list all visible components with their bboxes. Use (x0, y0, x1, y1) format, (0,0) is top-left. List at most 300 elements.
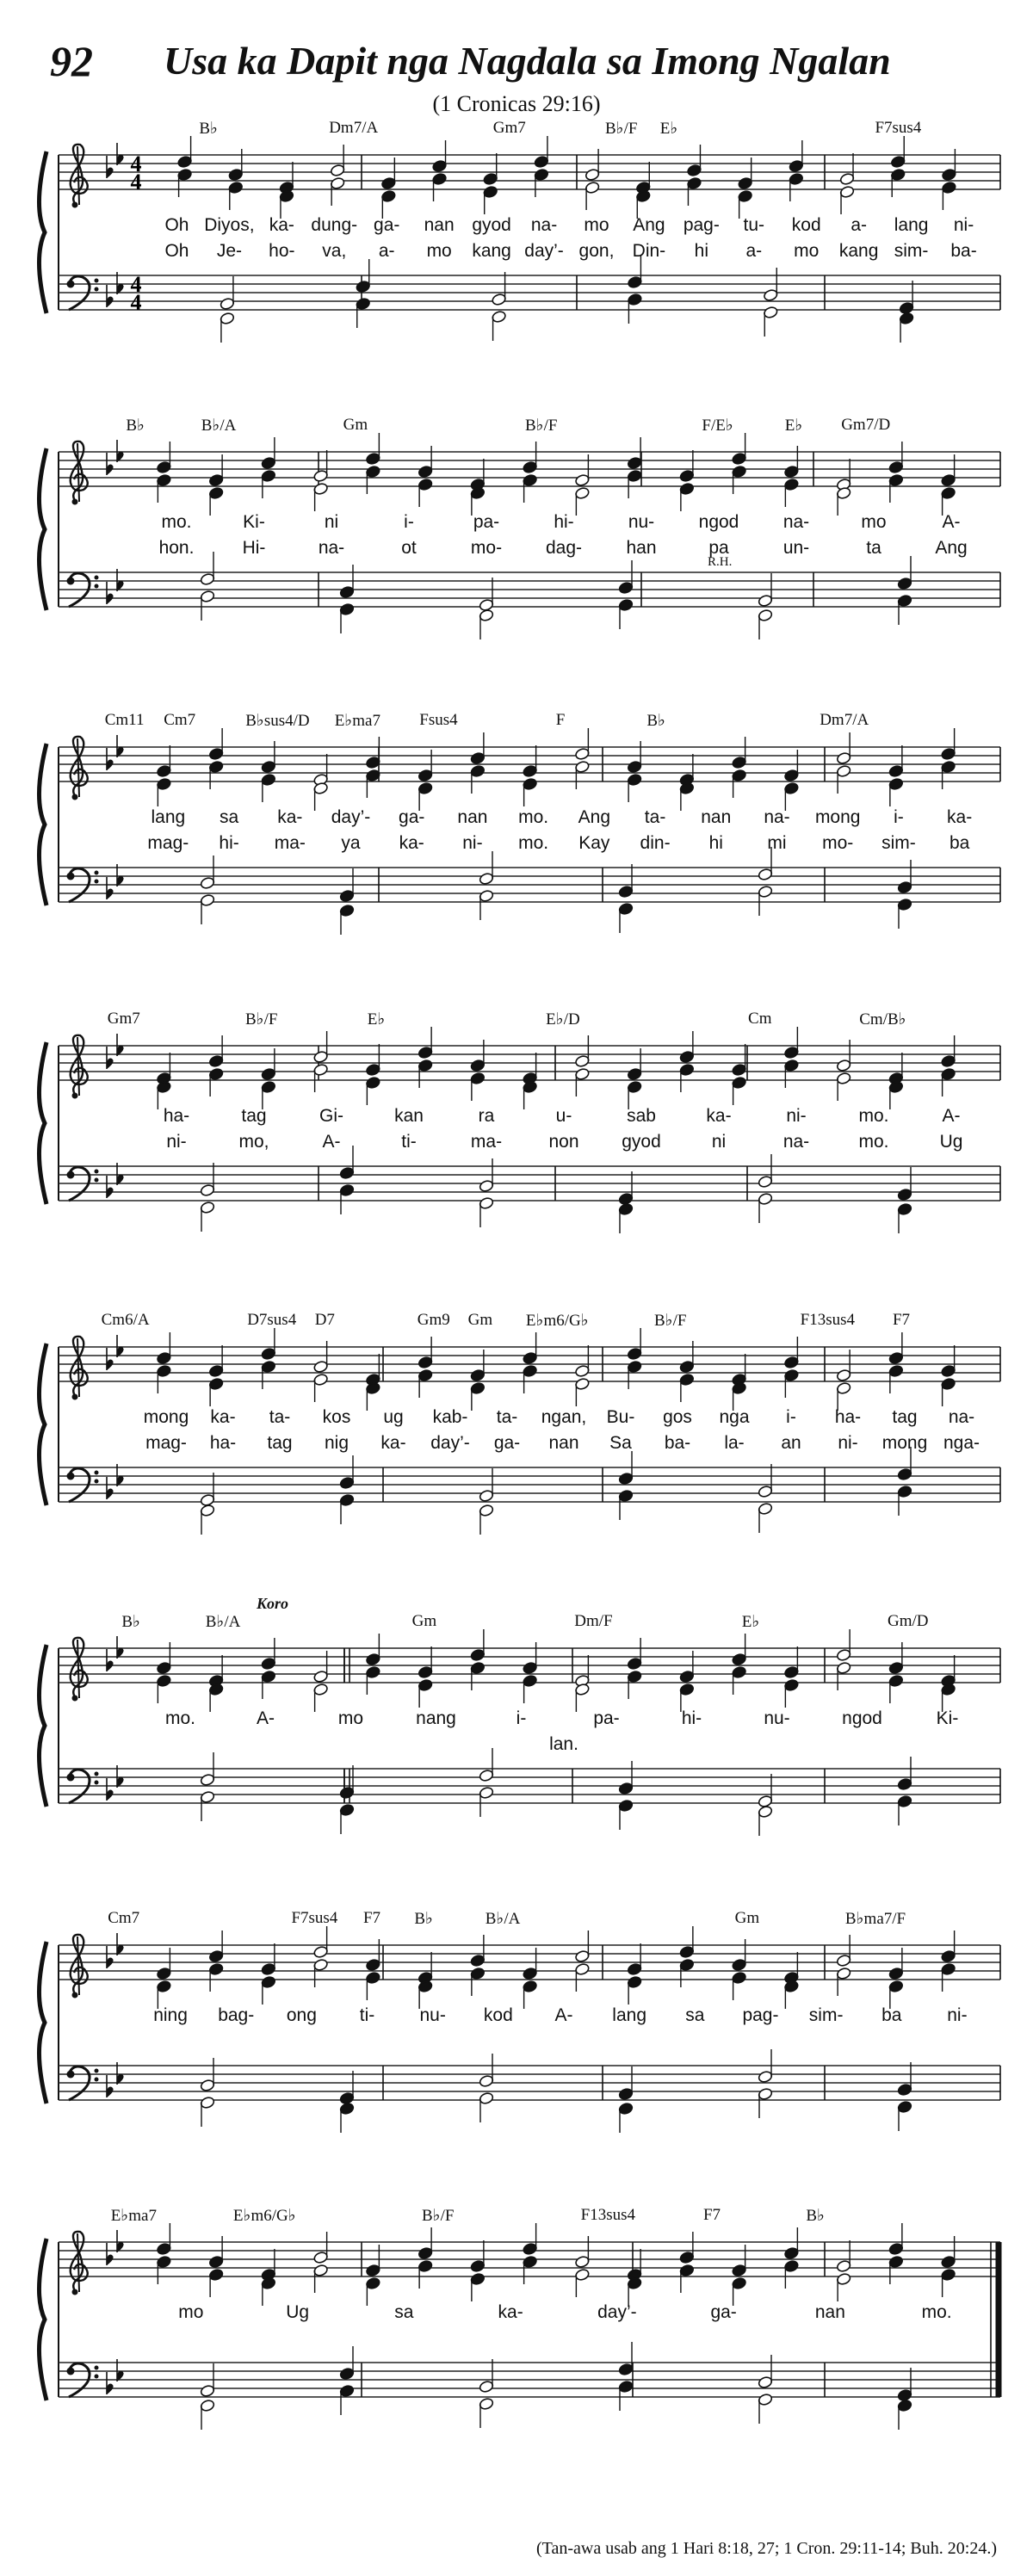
chorus-marking: Koro (257, 1595, 289, 1612)
note-head (200, 572, 215, 585)
brace-icon (39, 2239, 46, 2400)
chord-symbol: Dm7/A (329, 119, 379, 137)
lyric-verse-2: Kay (578, 833, 610, 853)
lyric-verse-1: sa (685, 2005, 705, 2025)
note-head (783, 1356, 799, 1368)
lyric-verse-1: ka- (498, 2302, 523, 2322)
note-head (899, 301, 914, 314)
note-head (888, 1967, 904, 1980)
lyric-verse-1: ga- (710, 2302, 737, 2322)
lyric-verse-1: nang (416, 1708, 456, 1728)
treble-clef-icon (71, 1935, 88, 1998)
note-head (941, 168, 956, 181)
chord-symbol: B♭ (121, 1613, 140, 1631)
lyric-verse-1: i- (404, 512, 414, 532)
note-head (523, 460, 538, 473)
chord-symbol: B♭ (199, 120, 218, 138)
lyric-verse-2: hon. (158, 538, 195, 558)
music-system (0, 103, 1033, 379)
note-head (618, 2363, 634, 2375)
note-head (897, 2388, 912, 2401)
lyric-verse-1: tag (241, 1106, 267, 1126)
chord-symbol: Gm9 (417, 1311, 450, 1329)
lyric-verse-1: nu- (419, 2005, 446, 2025)
lyric-verse-2: ba- (664, 1433, 691, 1453)
lyric-verse-2: ot (401, 538, 417, 558)
chord-symbol: E♭/D (546, 1010, 580, 1029)
treble-clef-icon (71, 737, 88, 800)
chord-symbol: B♭/F (525, 417, 558, 435)
treble-clef-icon (71, 2232, 88, 2295)
staff-graphics (0, 1597, 1033, 1872)
lyric-verse-1: Diyos, (204, 215, 255, 235)
lyric-verse-1: Oh (164, 215, 189, 235)
treble-notes (156, 1328, 956, 1411)
lyric-verse-2: ni (711, 1132, 727, 1152)
lyric-verse-1: na- (948, 1407, 975, 1427)
chord-symbol: E♭ (784, 417, 803, 435)
note-head (763, 288, 778, 301)
lyric-verse-2: Sa (609, 1433, 632, 1453)
lyric-verse-1: hi- (681, 1708, 702, 1728)
lyric-verse-2: gyod (622, 1132, 661, 1152)
bass-notes (200, 1748, 912, 1836)
chord-symbol: Cm/B♭ (859, 1010, 906, 1029)
lyric-verse-2: na- (318, 538, 345, 558)
note-head (888, 2242, 904, 2255)
bass-notes (200, 1146, 912, 1233)
chord-symbol: B♭sus4/D (245, 712, 310, 730)
chord-symbol: F13sus4 (800, 1311, 856, 1329)
note-head (339, 889, 355, 902)
note-head (888, 764, 904, 777)
note-head (888, 460, 904, 473)
note-head (732, 1063, 747, 1076)
lyric-verse-2: Oh (164, 241, 189, 261)
lyric-verse-2: ta (866, 538, 881, 558)
note-head (313, 2251, 329, 2264)
lyric-verse-1: ti- (359, 2005, 375, 2025)
lyric-verse-1: ka- (277, 807, 303, 827)
lyric-verse-2: an (781, 1433, 801, 1453)
time-signature-treble (131, 151, 142, 195)
note-head (783, 2246, 799, 2259)
treble-notes (156, 1926, 956, 2009)
note-head (208, 747, 224, 760)
note-head (627, 456, 642, 469)
treble-notes (156, 2223, 956, 2306)
svg-text:4: 4 (130, 151, 142, 176)
scripture-footnote: (Tan-awa usab ang 1 Hari 8:18, 27; 1 Cron. 29:11-14; Buh. 20:24.) (536, 2539, 997, 2558)
music-system (0, 1597, 1033, 1872)
note-head (470, 751, 486, 764)
note-head (941, 473, 956, 486)
lyric-verse-1: lang (894, 215, 929, 235)
key-signature-icon (107, 1636, 124, 1671)
note-head (574, 473, 590, 486)
note-head (941, 1364, 956, 1377)
lyric-verse-1: na- (530, 215, 558, 235)
note-head (313, 1670, 329, 1683)
lyric-verse-1: A- (942, 512, 961, 532)
brace-icon (39, 448, 46, 610)
chord-symbol: B♭ (414, 1910, 433, 1928)
lyric-verse-1: sim- (808, 2005, 844, 2025)
note-head (418, 1665, 433, 1678)
lyric-verse-2: gon, (578, 241, 615, 261)
note-head (941, 1054, 956, 1067)
lyric-verse-1: lang (151, 807, 186, 827)
lyric-verse-2: sim- (881, 833, 916, 853)
chord-symbol: F7 (892, 1311, 911, 1329)
key-signature-icon (107, 272, 124, 307)
chord-symbol: E♭ (367, 1010, 386, 1029)
note-head (888, 1351, 904, 1364)
chord-symbol: E♭m6/G♭ (232, 2207, 296, 2225)
note-head (156, 1351, 171, 1364)
lyric-verse-1: a- (851, 215, 867, 235)
lyric-verse-2: a- (378, 241, 395, 261)
brace-icon (39, 151, 46, 313)
note-head (574, 747, 590, 760)
note-head (156, 1967, 171, 1980)
chord-symbol: F (555, 711, 566, 729)
note-head (836, 2259, 851, 2272)
note-head (890, 155, 906, 168)
lyric-verse-2: ma- (274, 833, 306, 853)
lyric-verse-1: ta- (644, 807, 666, 827)
note-head (574, 1054, 590, 1067)
lyric-verse-2: non (548, 1132, 579, 1152)
lyric-verse-1: tu- (743, 215, 765, 235)
note-head (479, 1769, 494, 1782)
chord-symbol: B♭ (646, 712, 665, 730)
note-head (836, 1954, 851, 1967)
lyric-verse-1: mo (584, 215, 609, 235)
lyric-verse-1: ni (324, 512, 339, 532)
lyric-verse-2: sim- (894, 241, 929, 261)
note-head (738, 176, 753, 189)
note-head (208, 2255, 224, 2268)
lyric-verse-1: day’- (597, 2302, 637, 2322)
music-system (0, 400, 1033, 676)
lyric-verse-2: na- (782, 1132, 810, 1152)
chord-symbol: B♭ (806, 2207, 825, 2225)
note-head (208, 1949, 224, 1962)
note-head (783, 1665, 799, 1678)
lyric-verse-2: ga- (493, 1433, 521, 1453)
lyric-verse-2: mag- (147, 833, 189, 853)
note-head (470, 2259, 486, 2272)
lyric-verse-1: Ki- (243, 512, 265, 532)
chord-symbol: Cm11 (104, 711, 145, 729)
bass-notes (200, 2342, 912, 2430)
chord-symbol: E♭ (741, 1613, 760, 1631)
note-head (479, 2380, 494, 2393)
lyric-verse-2: Hi- (242, 538, 266, 558)
note-head (679, 1050, 695, 1063)
lyric-verse-2: ni- (838, 1433, 858, 1453)
note-head (200, 876, 215, 889)
lyric-verse-1: mong (143, 1407, 189, 1427)
treble-notes (156, 1027, 956, 1109)
note-head (418, 1356, 433, 1368)
music-system (0, 695, 1033, 971)
note-head (836, 751, 851, 764)
note-head (365, 2264, 380, 2276)
lyric-verse-2: ya (341, 833, 361, 853)
lyric-verse-2: lan. (549, 1734, 578, 1754)
note-head (313, 469, 329, 482)
chord-symbol: Cm (748, 1010, 772, 1028)
chord-symbol: B♭/A (485, 1910, 521, 1928)
lyric-verse-1: ra (478, 1106, 495, 1126)
key-signature-icon (107, 864, 124, 899)
note-head (313, 1360, 329, 1373)
lyric-verse-1: A- (257, 1708, 275, 1728)
note-head (200, 1183, 215, 1196)
note-head (941, 1949, 956, 1962)
note-head (627, 1962, 642, 1975)
lyric-verse-2: Ug (939, 1132, 963, 1152)
lyric-verse-1: nan (814, 2302, 845, 2322)
lyric-verse-2: ba- (950, 241, 977, 261)
hymn-number: 92 (50, 37, 93, 85)
note-head (432, 159, 448, 172)
lyric-verse-2: ka- (399, 833, 424, 853)
chord-symbol: F7sus4 (875, 119, 922, 137)
chord-symbol: F7 (362, 1909, 381, 1927)
note-head (627, 760, 642, 773)
lyric-verse-2: mong (881, 1433, 928, 1453)
note-head (836, 1648, 851, 1661)
chord-symbol: B♭/A (205, 1613, 241, 1631)
lyric-verse-1: mo. (161, 512, 192, 532)
lyric-verse-1: ta- (269, 1407, 291, 1427)
lyric-verse-1: mong (814, 807, 861, 827)
chord-symbol: F7 (702, 2206, 721, 2224)
note-head (523, 1351, 538, 1364)
treble-notes (156, 1629, 956, 1712)
lyric-verse-1: sa (394, 2302, 414, 2322)
lyric-verse-1: mo. (164, 1708, 196, 1728)
lyric-verse-2: han (626, 538, 657, 558)
lyric-verse-1: i- (516, 1708, 527, 1728)
treble-clef-icon (71, 145, 88, 208)
note-head (534, 155, 549, 168)
chord-symbol: B♭/F (654, 1312, 687, 1330)
lyric-verse-1: ba (881, 2005, 902, 2025)
note-head (418, 465, 433, 478)
note-head (758, 2070, 773, 2083)
music-system (0, 2190, 1033, 2466)
lyric-verse-2: nan (548, 1433, 579, 1453)
note-head (156, 2242, 171, 2255)
lyric-verse-2: nga- (943, 1433, 980, 1453)
lyric-verse-1: mo (337, 1708, 364, 1728)
hymn-reference: (1 Cronicas 29:16) (432, 91, 601, 116)
treble-clef-icon (71, 1638, 88, 1702)
note-head (479, 1489, 494, 1502)
treble-clef-icon (71, 1337, 88, 1400)
chord-symbol: Dm7/A (820, 711, 869, 729)
note-head (492, 293, 507, 306)
lyric-verse-1: bag- (218, 2005, 255, 2025)
lyric-verse-2: ka- (380, 1433, 406, 1453)
lyric-verse-2: nig (324, 1433, 349, 1453)
chord-symbol: B♭/A (201, 417, 237, 435)
note-head (261, 456, 276, 469)
treble-clef-icon (71, 1035, 88, 1099)
chord-symbol: Gm7 (492, 119, 526, 137)
lyric-verse-1: pag- (742, 2005, 779, 2025)
bass-notes (200, 847, 912, 935)
chord-symbol: E♭ma7 (110, 2207, 157, 2225)
time-signature-bass (131, 272, 142, 315)
note-head (208, 473, 224, 486)
chord-symbol: Gm (467, 1311, 493, 1329)
lyric-verse-1: ha- (163, 1106, 190, 1126)
note-head (479, 1179, 494, 1192)
lyric-verse-2: va, (322, 241, 347, 261)
lyric-verse-1: mo (861, 512, 887, 532)
lyric-verse-1: Gi- (319, 1106, 343, 1126)
lyric-verse-1: ka- (706, 1106, 732, 1126)
lyric-verse-1: mo. (858, 1106, 889, 1126)
note-head (208, 1364, 224, 1377)
note-head (732, 1652, 747, 1665)
lyric-verse-2: ni- (462, 833, 483, 853)
chord-symbol: B♭/F (422, 2207, 455, 2225)
note-head (380, 176, 396, 189)
treble-notes (156, 728, 956, 811)
note-head (200, 1493, 215, 1506)
note-head (732, 2264, 747, 2276)
lyric-verse-1: ni- (953, 215, 974, 235)
note-head (261, 760, 276, 773)
note-head (228, 168, 244, 181)
note-head (470, 1059, 486, 1072)
lyric-verse-2: mi (767, 833, 787, 853)
note-head (200, 2079, 215, 2091)
note-head (479, 598, 494, 611)
key-signature-icon (107, 735, 124, 770)
brace-icon (39, 744, 46, 905)
lyric-verse-1: sab (627, 1106, 656, 1126)
lyric-verse-1: ngan, (541, 1407, 587, 1427)
note-head (585, 168, 600, 181)
key-signature-icon (107, 1163, 124, 1198)
note-head (758, 1175, 773, 1188)
lyric-verse-1: sa (219, 807, 239, 827)
svg-text:4: 4 (130, 170, 142, 195)
lyric-verse-2: mo- (822, 833, 854, 853)
lyric-verse-1: hi- (554, 512, 574, 532)
note-head (208, 1054, 224, 1067)
note-head (339, 1786, 355, 1799)
note-head (339, 2367, 355, 2380)
note-head (897, 1467, 912, 1480)
lyric-verse-1: nu- (628, 512, 655, 532)
chord-symbol: Gm (343, 416, 368, 434)
note-head (479, 2074, 494, 2087)
lyric-verse-2: ma- (470, 1132, 503, 1152)
note-head (523, 2242, 538, 2255)
key-signature-icon (107, 1335, 124, 1370)
lyric-verse-1: Ang (578, 807, 611, 827)
lyric-verse-2: mag- (145, 1433, 187, 1453)
note-head (365, 1958, 380, 1971)
chord-symbol: D7 (314, 1311, 335, 1329)
note-head (574, 1949, 590, 1962)
note-head (627, 275, 642, 288)
lyric-verse-1: i- (894, 807, 904, 827)
svg-text:4: 4 (130, 272, 142, 297)
note-head (470, 1648, 486, 1661)
lyric-verse-1: ka- (210, 1407, 236, 1427)
lyric-verse-2: ha- (209, 1433, 237, 1453)
lyric-verse-1: ni- (947, 2005, 968, 2025)
lyric-verse-2: din- (640, 833, 671, 853)
note-head (789, 159, 804, 172)
note-head (618, 1472, 634, 1485)
lyric-verse-1: ngod (842, 1708, 882, 1728)
note-head (618, 581, 634, 594)
bass-staff (59, 275, 1000, 310)
chord-symbol: B♭ (126, 417, 145, 435)
music-system (0, 1295, 1033, 1571)
lyric-verse-1: pag- (683, 215, 720, 235)
key-signature-icon (107, 2062, 124, 2097)
note-head (156, 1661, 171, 1674)
lyric-verse-2: day’- (430, 1433, 470, 1453)
note-head (339, 1476, 355, 1489)
note-head (313, 1050, 329, 1063)
lyric-verse-1: ning (153, 2005, 188, 2025)
note-head (758, 2375, 773, 2388)
lyric-verse-1: nan (457, 807, 488, 827)
chord-symbol: Cm6/A (101, 1311, 150, 1329)
treble-clef-icon (71, 442, 88, 505)
lyric-verse-1: na- (782, 512, 810, 532)
note-head (897, 880, 912, 893)
bass-notes (200, 552, 912, 639)
note-head (783, 1046, 799, 1059)
brace-icon (39, 1344, 46, 1505)
lyric-verse-1: ta- (496, 1407, 518, 1427)
hymn-header (0, 0, 1033, 116)
lyric-verse-1: u- (555, 1106, 572, 1126)
note-head (618, 1782, 634, 1795)
bass-staff (59, 1467, 1000, 1502)
chord-symbol: Gm (411, 1612, 437, 1630)
bass-staff (59, 2066, 1000, 2100)
chord-symbol: D7sus4 (247, 1311, 297, 1329)
note-head (356, 280, 371, 293)
key-signature-icon (107, 440, 124, 475)
lyric-verse-2: pa (708, 538, 729, 558)
brace-icon (39, 1942, 46, 2103)
lyric-verse-1: nan (701, 807, 732, 827)
lyric-verse-1: dung- (311, 215, 358, 235)
lyric-verse-2: Je- (216, 241, 242, 261)
note-head (261, 1347, 276, 1360)
lyric-verse-1: pa- (593, 1708, 620, 1728)
lyric-verse-2: hi (694, 241, 709, 261)
lyric-verse-1: ni- (786, 1106, 807, 1126)
bass-notes (200, 1447, 912, 1535)
note-head (627, 1657, 642, 1670)
